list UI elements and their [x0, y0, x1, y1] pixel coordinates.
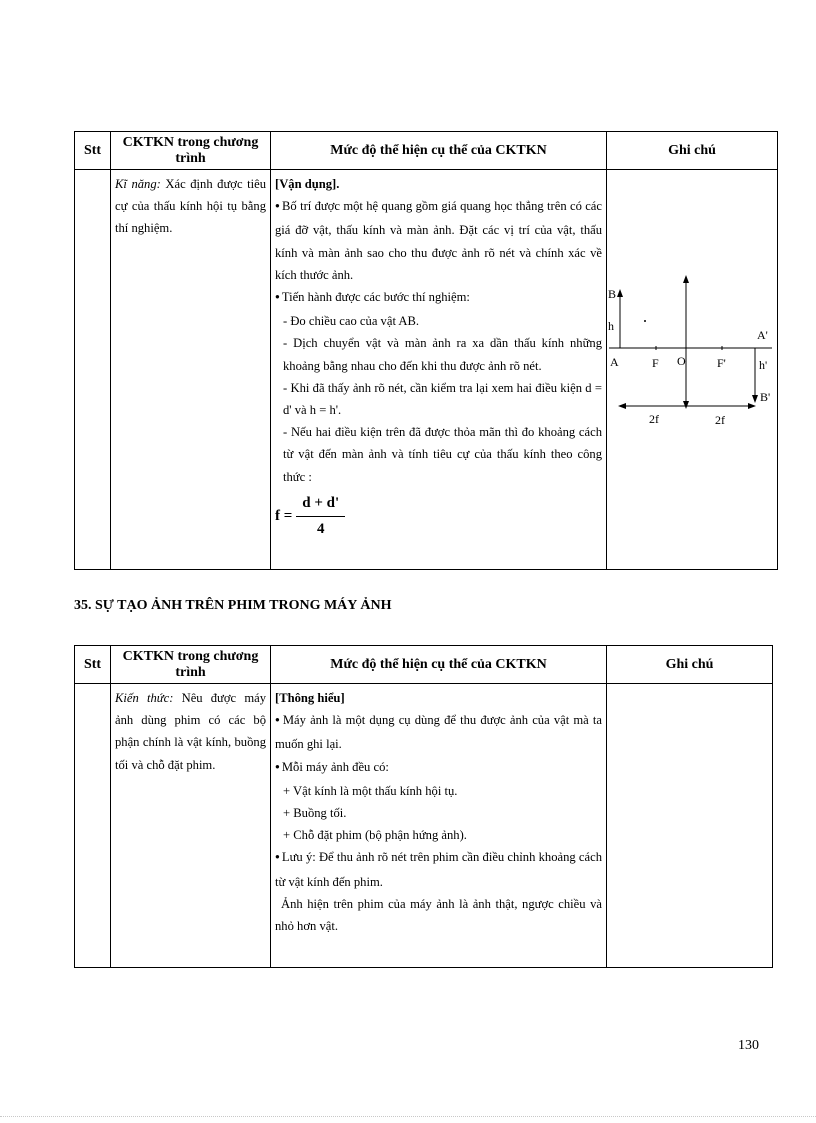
bullet-text: Máy ảnh là một dụng cụ dùng để thu được ảnh của vật mà ta muốn ghi lại.	[275, 713, 602, 752]
step-text: - Khi đã thấy ảnh rõ nét, cần kiểm tra lại xem hai điều kiện d = d' và h = h'.	[283, 380, 602, 418]
cktkn-text: Nêu được máy ảnh dùng phim có các bộ phận chính là vật kính, buồng tối và chỗ đặt phim.	[115, 691, 266, 772]
cktkn-label: Kiến thức:	[115, 691, 174, 705]
table-ckktn-2	[74, 645, 773, 968]
list-item: + Chỗ đặt phim (bộ phận hứng ảnh).	[283, 828, 467, 843]
level-heading: [Thông hiểu]	[275, 691, 345, 705]
label-F-prime: F'	[717, 356, 726, 370]
cktkn-text: Xác định được tiêu cự của thấu kính hội tụ bằng thí nghiệm.	[115, 177, 266, 236]
label-A: A	[610, 355, 619, 369]
page-bottom-divider	[0, 1116, 816, 1117]
step-text: - Đo chiều cao của vật AB.	[283, 314, 420, 329]
cell-stt	[75, 170, 111, 570]
header-cktkn: CKTKN trong chương trình	[111, 132, 271, 170]
cell-stt	[75, 684, 111, 968]
header-ghi-chu: Ghi chú	[607, 646, 773, 684]
level-heading: [Vận dụng].	[275, 177, 340, 191]
bullet-text: Tiến hành được các bước thí nghiệm:	[281, 290, 470, 305]
bullet-text: Bố trí được một hệ quang gồm giá quang học thẳng trên có các giá đỡ vật, thấu kính và màn ảnh. Đặt các vị trí của vật, thấu kính và màn ảnh sao cho thu được ảnh rõ nét và chính xác về kích thước ảnh.	[275, 199, 602, 282]
focal-formula	[275, 492, 602, 541]
cktkn-label: Kĩ năng:	[115, 177, 161, 191]
label-2f-left: 2f	[649, 412, 659, 426]
label-F: F	[652, 356, 659, 370]
header-cktkn: CKTKN trong chương trình	[111, 646, 271, 684]
bullet-icon	[275, 760, 282, 774]
image-arrow-head	[752, 395, 758, 403]
label-B: B	[608, 287, 617, 301]
label-h: h	[608, 319, 614, 333]
cell-muc-do	[271, 684, 607, 968]
label-2f-right: 2f	[715, 413, 725, 427]
lens-arrow-bottom	[683, 401, 689, 409]
label-B-prime: B'	[760, 390, 771, 404]
step-text: - Nếu hai điều kiện trên đã được thỏa mãn thì đo khoảng cách từ vật đến màn ảnh và tính tiêu cự của thấu kính theo công thức :	[283, 425, 602, 484]
cell-ghi-chu	[607, 170, 778, 570]
header-stt: Stt	[75, 646, 111, 684]
note-text: Ảnh hiện trên phim của máy ảnh là ảnh thật, ngược chiều và nhỏ hơn vật.	[275, 896, 602, 934]
bullet-icon	[275, 199, 282, 213]
cell-muc-do	[271, 170, 607, 570]
formula-denominator: 4	[317, 520, 325, 537]
object-arrow-head	[617, 289, 623, 297]
label-O: O	[677, 354, 686, 368]
table-row	[75, 170, 778, 570]
dimension-arrow-right	[748, 403, 756, 409]
cell-cktkn	[111, 170, 271, 570]
header-muc-do: Mức độ thể hiện cụ thể của CKTKN	[271, 132, 607, 170]
list-item: + Buồng tối.	[283, 806, 347, 821]
label-A-prime: A'	[757, 328, 768, 342]
formula-lhs: f =	[275, 508, 293, 525]
cell-cktkn	[111, 684, 271, 968]
table-header-row	[75, 646, 773, 684]
list-item: + Vật kính là một thấu kính hội tụ.	[283, 783, 458, 798]
bullet-icon	[275, 290, 282, 304]
page-number: 130	[738, 1038, 759, 1053]
ray-dot	[644, 320, 646, 322]
step-text: - Dịch chuyển vật và màn ảnh ra xa dần thấu kính những khoảng bằng nhau cho đến khi thu được ảnh rõ nét.	[283, 336, 602, 373]
table-header-row	[75, 132, 778, 170]
table-ckktn-1	[74, 131, 778, 570]
bullet-text: Mỗi máy ảnh đều có:	[281, 759, 389, 774]
lens-arrow-top	[683, 275, 689, 283]
header-stt: Stt	[75, 132, 111, 170]
optics-diagram	[607, 170, 777, 565]
formula-fraction	[296, 492, 345, 541]
bullet-icon	[275, 850, 282, 864]
dimension-arrow-left	[618, 403, 626, 409]
header-muc-do: Mức độ thể hiện cụ thể của CKTKN	[271, 646, 607, 684]
bullet-icon	[275, 713, 283, 727]
formula-numerator: d + d'	[296, 492, 345, 517]
optics-diagram-svg	[607, 170, 777, 565]
label-h-prime: h'	[759, 358, 768, 372]
cell-ghi-chu	[607, 684, 773, 968]
header-ghi-chu: Ghi chú	[607, 132, 778, 170]
bullet-text: Lưu ý: Để thu ảnh rõ nét trên phim cần điều chỉnh khoảng cách từ vật kính đến phim.	[275, 850, 602, 889]
section-title: 35. SỰ TẠO ẢNH TRÊN PHIM TRONG MÁY ẢNH	[74, 598, 392, 613]
table-row	[75, 684, 773, 968]
